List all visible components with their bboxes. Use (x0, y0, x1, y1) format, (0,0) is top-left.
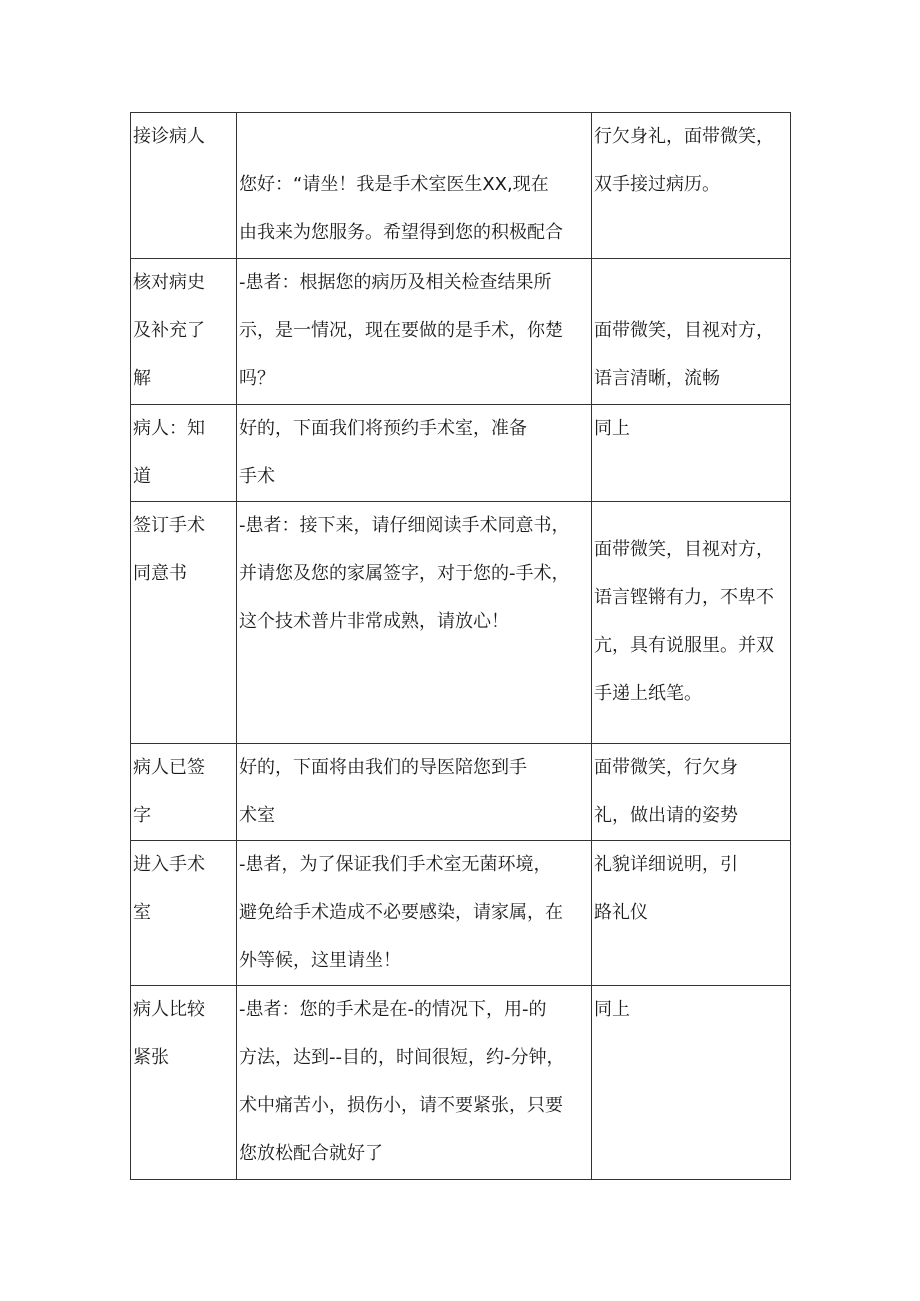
etiquette-text (594, 502, 790, 526)
dialogue-cell (237, 502, 592, 744)
etiquette-text: 双手接过病历。 (594, 174, 720, 195)
dialogue-text: 避免给手术造成不必要感染，请家属，在 (239, 902, 563, 923)
etiquette-cell (592, 744, 791, 841)
dialogue-cell (237, 986, 592, 1180)
dialogue-text: 吗？ (239, 368, 275, 389)
scene-text: 签订手术 (133, 515, 205, 536)
dialogue-text: 好的，下面我们将预约手术室，准备 (239, 418, 527, 439)
etiquette-cell (592, 113, 791, 259)
dialogue-text (239, 113, 591, 161)
table-row (131, 259, 791, 405)
scene-text: 同意书 (133, 563, 187, 584)
etiquette-text: 面带微笑，行欠身 (594, 757, 738, 778)
table-row (131, 986, 791, 1180)
etiquette-cell (592, 841, 791, 986)
scene-text: 字 (133, 805, 151, 826)
dialogue-cell (237, 841, 592, 986)
etiquette-text: 礼貌详细说明，引 (594, 854, 738, 875)
dialogue-text: 外等候，这里请坐！ (239, 950, 401, 971)
etiquette-text: 路礼仪 (594, 902, 648, 923)
scene-text: 病人比较 (133, 999, 205, 1020)
table-row (131, 405, 791, 502)
etiquette-text: 亢，具有说服里。并双 (594, 635, 774, 656)
etiquette-text: 语言清晰，流畅 (594, 368, 720, 389)
scene-text: 道 (133, 466, 151, 487)
dialogue-text: 您放松配合就好了 (239, 1143, 383, 1164)
etiquette-text: 面带微笑，目视对方， (594, 320, 774, 341)
scene-cell (131, 841, 237, 986)
etiquette-text: 面带微笑，目视对方， (594, 539, 774, 560)
dialogue-text: 您好：“请坐！我是手术室医生XX,现在 (239, 174, 549, 195)
etiquette-text: 手递上纸笔。 (594, 683, 702, 704)
scene-cell (131, 113, 237, 259)
scene-text: 及补充了 (133, 320, 205, 341)
dialogue-text: 由我来为您服务。希望得到您的积极配合 (239, 222, 563, 243)
scene-text: 进入手术 (133, 854, 205, 875)
etiquette-text: 同上 (594, 418, 630, 439)
scene-text: 核对病史 (133, 272, 205, 293)
table-row (131, 841, 791, 986)
table-row (131, 744, 791, 841)
scene-cell (131, 502, 237, 744)
etiquette-text: 礼，做出请的姿势 (594, 805, 738, 826)
dialogue-text: 示，是一情况，现在要做的是手术，你楚 (239, 320, 563, 341)
dialogue-text: 并请您及您的家属签字，对于您的-手术， (239, 563, 570, 584)
scene-cell (131, 744, 237, 841)
dialogue-text: 这个技术普片非常成熟，请放心！ (239, 611, 509, 632)
dialogue-text: 好的，下面将由我们的导医陪您到手 (239, 757, 527, 778)
table-row (131, 502, 791, 744)
etiquette-text: 同上 (594, 999, 630, 1020)
etiquette-cell (592, 259, 791, 405)
table-row (131, 113, 791, 259)
etiquette-text (594, 259, 790, 307)
scene-cell (131, 986, 237, 1180)
dialogue-cell (237, 405, 592, 502)
dialogue-text: -患者：您的手术是在-的情况下，用-的 (239, 999, 547, 1020)
etiquette-cell (592, 502, 791, 744)
scene-text: 解 (133, 368, 151, 389)
etiquette-table (130, 112, 791, 1180)
etiquette-text: 语言铿锵有力，不卑不 (594, 587, 774, 608)
dialogue-text: 手术 (239, 466, 275, 487)
scene-cell (131, 259, 237, 405)
dialogue-cell (237, 744, 592, 841)
etiquette-cell (592, 986, 791, 1180)
dialogue-cell (237, 259, 592, 405)
scene-text: 接诊病人 (133, 126, 205, 147)
scene-text: 紧张 (133, 1047, 169, 1068)
scene-text: 室 (133, 902, 151, 923)
scene-text: 病人：知 (133, 418, 205, 439)
etiquette-text: 行欠身礼，面带微笑， (594, 126, 774, 147)
dialogue-text: 方法，达到--目的，时间很短，约-分钟， (239, 1047, 565, 1068)
scene-text: 病人已签 (133, 757, 205, 778)
dialogue-text: 术室 (239, 805, 275, 826)
etiquette-cell (592, 405, 791, 502)
dialogue-text: -患者：接下来，请仔细阅读手术同意书， (239, 515, 570, 536)
scene-cell (131, 405, 237, 502)
dialogue-text: -患者，为了保证我们手术室无菌环境， (239, 854, 552, 875)
dialogue-text: -患者：根据您的病历及相关检查结果所 (239, 272, 552, 293)
dialogue-cell (237, 113, 592, 259)
dialogue-text: 术中痛苦小，损伤小，请不要紧张，只要 (239, 1095, 563, 1116)
